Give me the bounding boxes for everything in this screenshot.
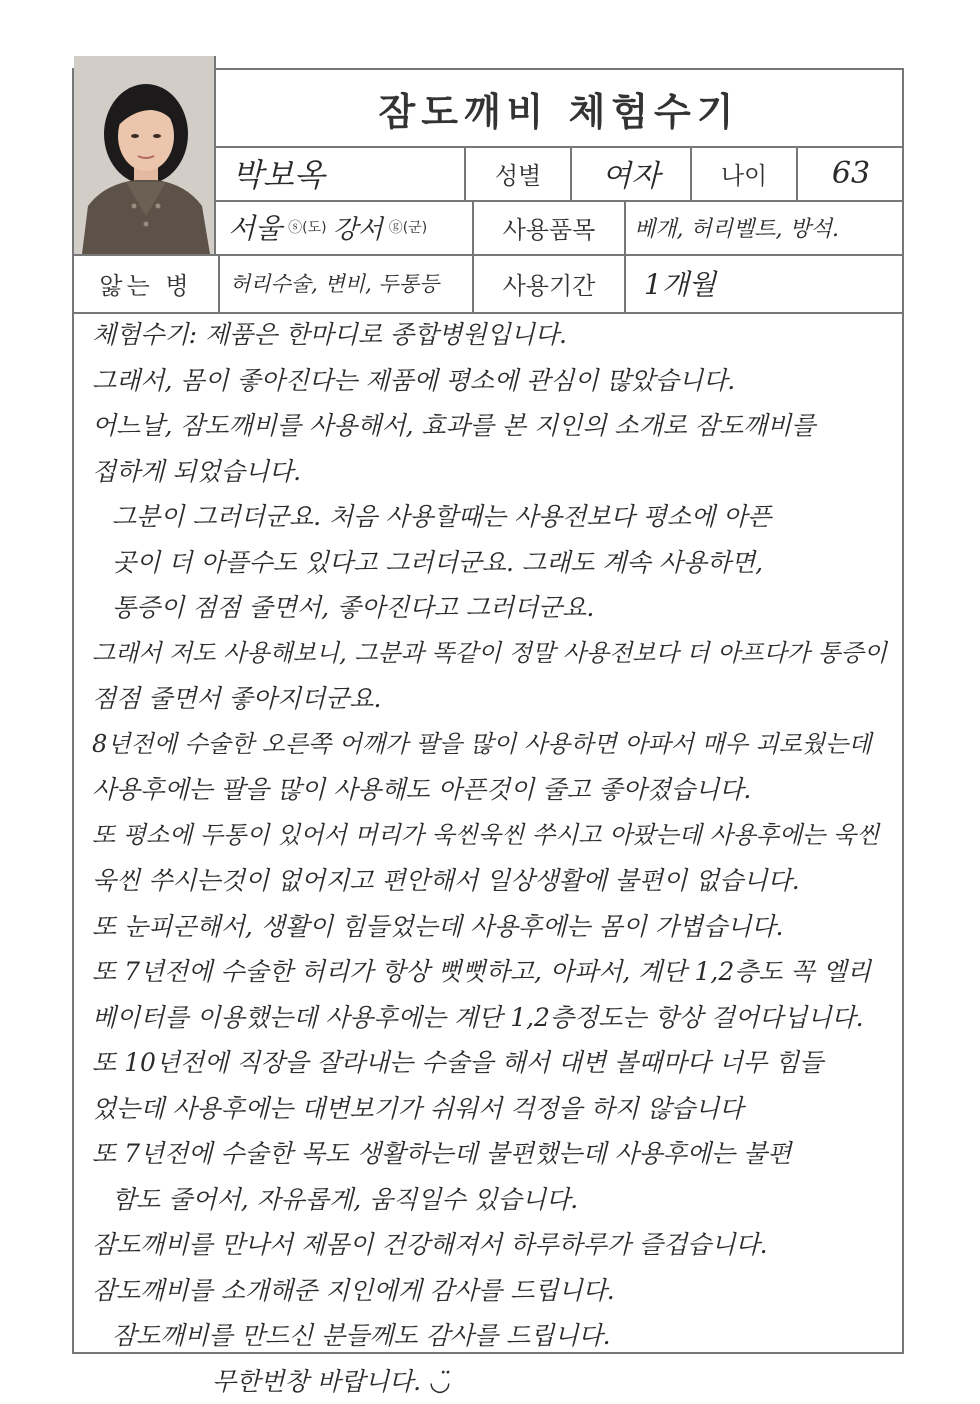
city-value: 서울 <box>228 207 282 247</box>
essay-line: 베이터를 이용했는데 사용후에는 계단 1,2층정도는 항상 걸어다닙니다. <box>92 995 892 1041</box>
essay-line: 또 평소에 두통이 있어서 머리가 욱씬욱씬 쑤시고 아팠는데 사용후에는 욱씬 <box>92 813 892 859</box>
gender-value: 여자 <box>572 146 690 200</box>
product-value: 베개, 허리벨트, 방석. <box>634 200 904 254</box>
essay-line: 접하게 되었습니다. <box>92 449 892 495</box>
essay-line: 사용후에는 팔을 많이 사용해도 아픈것이 줄고 좋아졌습니다. <box>92 767 892 813</box>
essay-line: 욱씬 쑤시는것이 없어지고 편안해서 일상생활에 불편이 없습니다. <box>92 858 892 904</box>
name-value: 박보옥 <box>232 146 462 200</box>
essay-line: 잠도깨비를 만드신 분들께도 감사를 드립니다. <box>92 1313 892 1359</box>
essay-line: 함도 줄어서, 자유롭게, 움직일수 있습니다. <box>92 1177 892 1223</box>
essay-line: 체험수기: 제품은 한마디로 종합병원입니다. <box>92 312 892 358</box>
age-label: 나이 <box>692 146 796 200</box>
essay-line: 잠도깨비를 소개해준 지인에게 감사를 드립니다. <box>92 1268 892 1314</box>
essay-line: 또 7년전에 수술한 목도 생활하는데 불편했는데 사용후에는 불편 <box>92 1131 892 1177</box>
period-label: 사용기간 <box>474 254 624 312</box>
essay-line: 또 눈피곤해서, 생활이 힘들었는데 사용후에는 몸이 가볍습니다. <box>92 904 892 950</box>
col-divider <box>624 200 626 254</box>
essay-line: 그래서, 몸이 좋아진다는 제품에 평소에 관심이 많았습니다. <box>92 358 892 404</box>
essay-line: 었는데 사용후에는 대변보기가 쉬워서 걱정을 하지 않습니다 <box>92 1086 892 1132</box>
city-mark: ⓢ(도) <box>288 217 326 237</box>
gender-label: 성별 <box>466 146 570 200</box>
essay-line: 무한번창 바랍니다. ◡̈ <box>92 1359 892 1404</box>
essay-line: 또 7년전에 수술한 허리가 항상 뻣뻣하고, 아파서, 계단 1,2층도 꼭 엘리 <box>92 949 892 995</box>
essay-line: 그래서 저도 사용해보니, 그분과 똑같이 정말 사용전보다 더 아프다가 통증이 <box>92 631 892 677</box>
profile-photo <box>74 56 216 254</box>
illness-label: 앓는 병 <box>74 254 218 312</box>
portrait-image <box>74 56 214 254</box>
essay-line: 통증이 점점 줄면서, 좋아진다고 그러더군요. <box>92 585 892 631</box>
essay-line: 점점 줄면서 좋아지더군요. <box>92 676 892 722</box>
illness-value: 허리수술, 변비, 두통등 <box>230 254 472 312</box>
essay-line: 어느날, 잠도깨비를 사용해서, 효과를 본 지인의 소개로 잠도깨비를 <box>92 403 892 449</box>
age-value: 63 <box>798 146 904 200</box>
essay-body <box>92 312 892 1404</box>
col-divider <box>624 254 626 312</box>
essay-line: 8년전에 수술한 오른쪽 어깨가 팔을 많이 사용하면 아파서 매우 괴로웠는데 <box>92 722 892 768</box>
essay-line: 또 10년전에 직장을 잘라내는 수술을 해서 대변 볼때마다 너무 힘들 <box>92 1040 892 1086</box>
essay-line: 곳이 더 아플수도 있다고 그러더군요. 그래도 계속 사용하면, <box>92 540 892 586</box>
period-value: 1개월 <box>644 254 904 312</box>
district-value: 강서 <box>333 209 383 246</box>
address-field <box>228 200 472 254</box>
product-label: 사용품목 <box>474 200 624 254</box>
page-title: 잠도깨비 체험수기 <box>214 70 904 148</box>
essay-line: 잠도깨비를 만나서 제몸이 건강해져서 하루하루가 즐겁습니다. <box>92 1222 892 1268</box>
col-divider <box>218 254 220 312</box>
essay-line: 그분이 그러더군요. 처음 사용할때는 사용전보다 평소에 아픈 <box>92 494 892 540</box>
district-mark: ⓖ(군) <box>389 217 427 237</box>
